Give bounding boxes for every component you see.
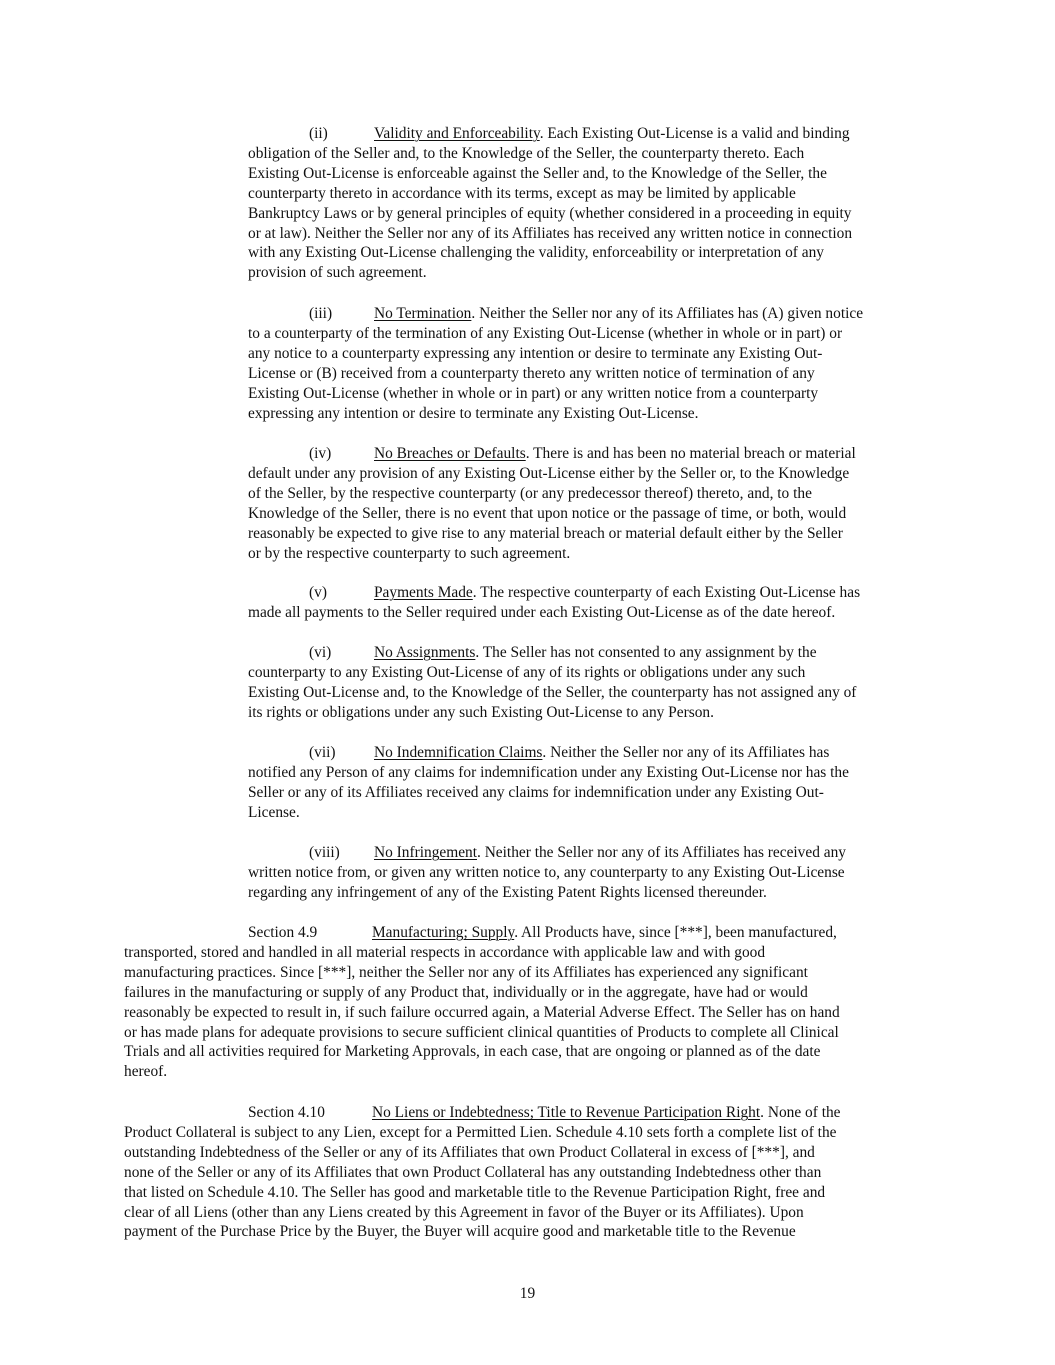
subsection-vi: (vi) No Assignments. The Seller has not consented to any assignment by the counterparty to any Existing Out-License of any of its rights or obligations under any such Existing Out-License and, to the Knowledge of the Seller, the counterparty has not assigned any of its rights or obligations under any such Existing Out-License to any Person. — [248, 644, 857, 721]
subsection-heading: No Indemnification Claims — [374, 744, 543, 761]
subsection-label: (iii) — [309, 305, 333, 322]
section-label: Section 4.9 — [248, 924, 318, 941]
subsection-iv: (iv) No Breaches or Defaults. There is and has been no material breach or material default under any provision of any Existing Out-License either by the Seller or, to the Knowledge of the Seller, by the respective counterparty (or any predecessor thereof) thereto, and, to the Knowledge of the Seller, there is no event that upon notice or the passage of time, or both, would reasonably be expected to give rise to any material breach or material default either by the Seller or by the respective counterparty to such agreement. — [248, 445, 856, 562]
subsection-heading: No Assignments — [374, 644, 476, 661]
subsection-label: (v) — [309, 584, 327, 601]
section-heading: Manufacturing; Supply — [372, 924, 515, 941]
subsection-label: (viii) — [309, 844, 340, 861]
subsection-heading: No Infringement — [374, 844, 477, 861]
subsection-label: (vi) — [309, 644, 332, 661]
subsection-label: (iv) — [309, 445, 332, 462]
subsection-ii: (ii) Validity and Enforceability. Each Existing Out-License is a valid and binding obligation of the Seller and, to the Knowledge of the Seller, the counterparty thereto. Each Existing Out-License is enforceable against the Seller and, to the Knowledge of the Seller, the counterparty thereto in accordance with its terms, except as may be limited by applicable Bankruptcy Laws or by general principles of equity (whether considered in a proceeding in equity or at law). Neither the Seller nor any of its Affiliates has received any written notice in connection with any Existing Out-License challenging the validity, enforceability or interpretation of any provision of such agreement. — [248, 125, 853, 282]
subsection-viii: (viii) No Infringement. Neither the Seller nor any of its Affiliates has received any written notice from, or given any written notice to, any counterparty to any Existing Out-License regarding any infringement of any of the Existing Patent Rights licensed thereunder. — [248, 844, 846, 901]
subsection-heading: No Breaches or Defaults — [374, 445, 526, 462]
subsection-heading: Validity and Enforceability — [374, 125, 540, 142]
subsection-v: (v) Payments Made. The respective counterparty of each Existing Out-License has made all payments to the Seller required under each Existing Out-License as of the date hereof. — [248, 584, 861, 621]
subsection-heading: No Termination — [374, 305, 472, 322]
subsection-heading: Payments Made — [374, 584, 473, 601]
subsection-iii: (iii) No Termination. Neither the Seller nor any of its Affiliates has (A) given notice to a counterparty of the termination of any Existing Out-License (whether in whole or in part) or any notice to a counterparty expressing any intention or desire to terminate any Existing Out- License or (B) received from a counterparty thereto any written notice of termination of any Existing Out-License (whether in whole or in part) or any written notice from a counterparty expressing any intention or desire to terminate any Existing Out-License. — [248, 305, 864, 422]
section-heading: No Liens or Indebtedness; Title to Revenue Participation Right — [372, 1104, 761, 1121]
section-4-9: Section 4.9 Manufacturing; Supply. All Products have, since [***], been manufactured, transported, stored and handled in all material respects in accordance with applicable law and with good manufacturing practices. Since [***], neither the Seller nor any of its Affiliates has experienced any significant failures in the manufacturing or supply of any Product that, individually or in the aggregate, have had or would reasonably be expected to result in, if such failure occurred again, a Material Adverse Effect. The Seller has on hand or has made plans for adequate provisions to secure sufficient clinical quantities of Products to complete all Clinical Trials and all activities required for Marketing Approvals, in each case, that are ongoing or planned as of the date hereof. — [124, 924, 840, 1081]
subsection-vii: (vii) No Indemnification Claims. Neither the Seller nor any of its Affiliates has notified any Person of any claims for indemnification under any Existing Out-License nor has the Seller or any of its Affiliates received any claims for indemnification under any Existing Out- License. — [248, 744, 849, 821]
page-number: 19 — [519, 1285, 536, 1302]
section-4-10: Section 4.10 No Liens or Indebtedness; Title to Revenue Participation Right. None of the Product Collateral is subject to any Lien, except for a Permitted Lien. Schedule 4.10 sets forth a complete list of the outstanding Indebtedness of the Seller or any of its Affiliates that own Product Collateral in excess of [***], and none of the Seller or any of its Affiliates that own Product Collateral has any outstanding Indebtedness other than that listed on Schedule 4.10. The Seller has good and marketable title to the Revenue Participation Right, free and clear of all Liens (other than any Liens created by this Agreement in favor of the Buyer or its Affiliates). Upon payment of the Purchase Price by the Buyer, the Buyer will acquire good and marketable title to the Revenue — [124, 1104, 841, 1241]
subsection-label: (ii) — [309, 125, 328, 142]
section-label: Section 4.10 — [248, 1104, 325, 1121]
subsection-label: (vii) — [309, 744, 336, 761]
